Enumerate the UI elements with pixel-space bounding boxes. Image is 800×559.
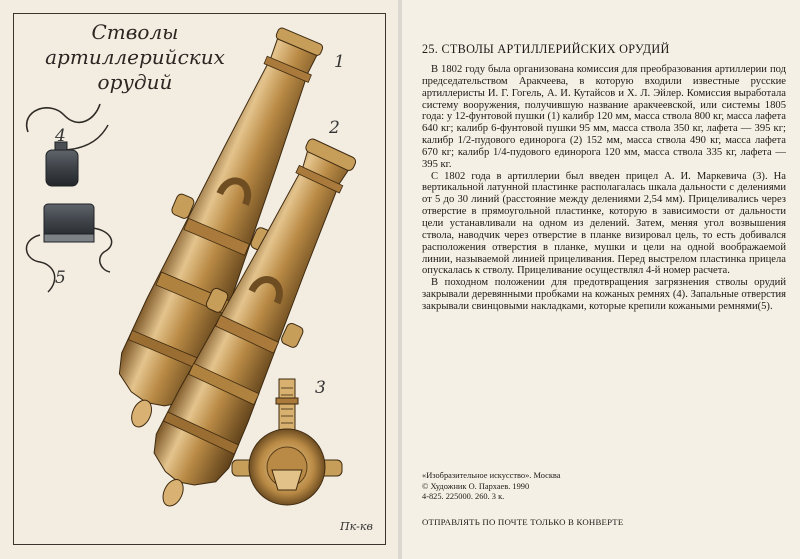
paragraph: С 1802 года в артиллерии был введен прицел А. И. Маркевича (3). На вертикальной латунной пластинке располагалась шкала дальности с делениями от 5 до 30 линий (расстояние между делениями 2,54 мм). Прицеливались через отверстие в прямоугольной пластинке, которую в зависимости от дальности цели устанавливали на одном из делений. Затем, меняя угол возвышения ствола, наводчик через отверстие в планке визировал цель, то есть добивался расположения отверстия в планке, мушки и цели на одной воображаемой линии, называемой линией прицеливания. Перед выстрелом пластинка прицела опускалась к стволу. Прицеливание осуществлял 4-й номер расчета.: [422, 170, 786, 277]
muzzle-plug-4: [27, 104, 108, 186]
imprint-line: 4-825. 225000. 260. 3 к.: [422, 492, 505, 501]
paragraph: В походном положении для предотвращения загрязнения стволы орудий закрывали деревянными пробками на кожаных ремнях (4). Запальные отверстия закрывали свинцовыми накладками, которые крепили кожаными ремнями(5).: [422, 277, 786, 312]
figure-number-5: 5: [55, 268, 66, 288]
figure-number-4: 4: [55, 126, 66, 146]
imprint-line: © Художник О. Пархаев. 1990: [422, 481, 530, 491]
text-card: [402, 0, 800, 559]
card-heading: 25. СТВОЛЫ АРТИЛЛЕРИЙСКИХ ОРУДИЙ: [422, 42, 670, 56]
illustration-caption: Стволы артиллерийских орудий: [45, 20, 225, 94]
figure-number-3: 3: [315, 378, 326, 398]
publisher-imprint: [422, 471, 786, 503]
card-body: [422, 64, 786, 313]
paragraph: В 1802 году была организована комиссия для преобразования артиллерии под председательством Аракчеева, в которую входили известные русские артиллеристы И. Г. Гогель, А. И. Кутайсов и Х. Л. Эйлер. Комиссия выработала систему вооружения, получившую название аракчеевской, или системы 1805 года: у 12-фунтовой пушки (1) калибр 120 мм, масса ствола 800 кг, масса лафета 640 кг; калибр 6-фунтовой пушки 95 мм, масса ствола 350 кг, лафета — 395 кг; калибр 1/2-пудового единорога (2) 152 мм, масса ствола 490 кг, масса лафета 670 кг; калибр 1/4-пудового единорога 120 мм, масса ствола 335 кг, лафета — 395 кг.: [422, 64, 786, 170]
vent-cover-5: [26, 204, 111, 292]
artist-signature: Пк-кв: [340, 520, 373, 533]
mailing-note: ОТПРАВЛЯТЬ ПО ПОЧТЕ ТОЛЬКО В КОНВЕРТЕ: [422, 517, 624, 527]
figure-number-2: 2: [329, 118, 340, 138]
illustration-card: [0, 0, 398, 559]
imprint-line: «Изобразительное искусство». Москва: [422, 471, 561, 480]
figure-number-1: 1: [334, 52, 345, 72]
